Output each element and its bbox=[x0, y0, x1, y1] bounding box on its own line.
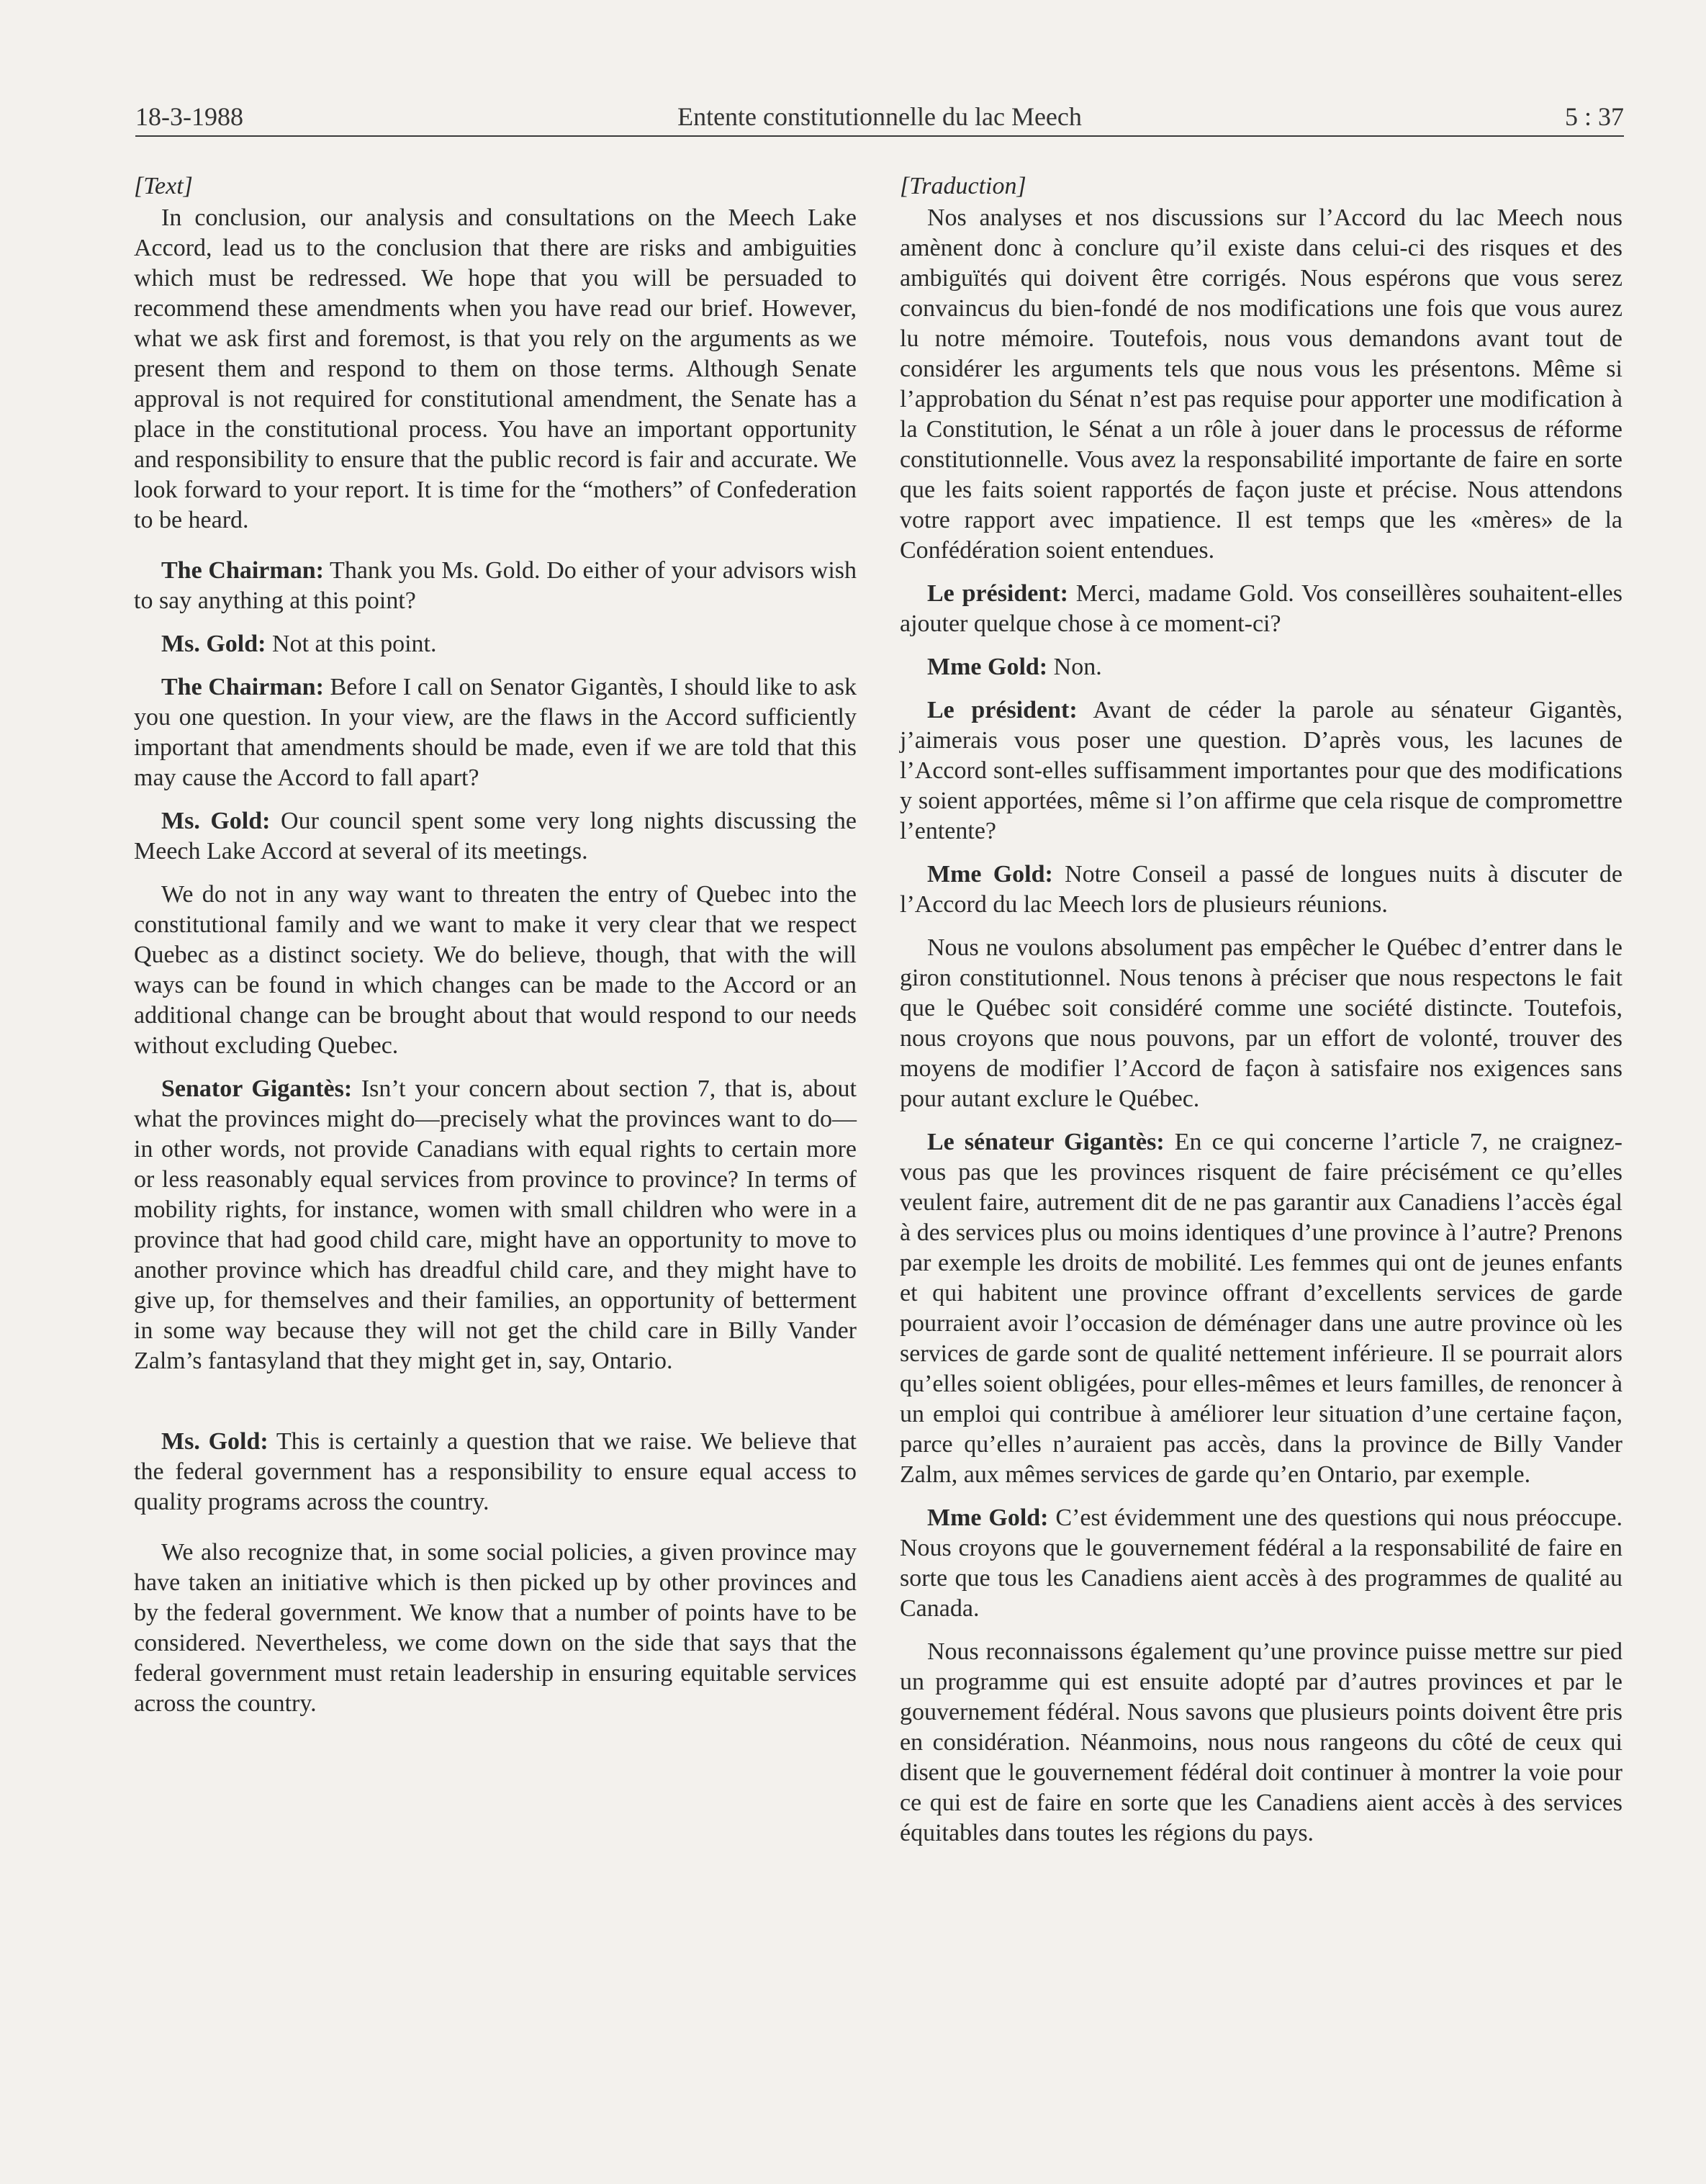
speaker-name: Ms. Gold: bbox=[161, 808, 271, 834]
speaker-name: The Chairman: bbox=[161, 674, 324, 700]
speaker-name: Le président: bbox=[927, 580, 1068, 607]
paragraph bbox=[134, 556, 857, 616]
speaker-name: Senator Gigantès: bbox=[161, 1075, 353, 1102]
paragraph: In conclusion, our analysis and consultations on the Meech Lake Accord, lead us to the conclusion that there are risks and ambiguities which must be redressed. We hope that you will be persuaded to recommend these amendments when you have read our brief. However, what we ask first and foremost, is that you rely on the arguments as we present them and respond to them on those terms. Although Senate approval is not required for constitutional amendment, the Senate has a place in the constitutional process. You have an important opportunity and responsibility to ensure that the public record is fair and accurate. We look forward to your report. It is time for the “mothers” of Confederation to be heard. bbox=[134, 204, 857, 533]
paragraph bbox=[134, 629, 857, 659]
speaker-name: Le sénateur Gigantès: bbox=[927, 1129, 1165, 1155]
paragraph: Nous reconnaissons également qu’une province puisse mettre sur pied un programme qui est ensuite adopté par d’autres provinces et par le gouvernement fédéral. Nous savons que plusieurs points doivent être pris en considération. Néanmoins, nous nous rangeons du côté de ceux qui disent que le gouvernement fédéral doit continuer à montrer la voie pour ce qui est de faire en sorte que les Canadiens aient accès à des services équitables dans toutes les régions du pays. bbox=[900, 1638, 1622, 1846]
paragraph: We do not in any way want to threaten the entry of Quebec into the constitutional family and we want to make it very clear that we respect Quebec as a distinct society. We do believe, though, that with the will ways can be found in which changes can be made to the Accord or an additional change can be brought about that would respond to our needs without excluding Quebec. bbox=[134, 881, 857, 1059]
paragraph bbox=[900, 652, 1622, 682]
speaker-name: Mme Gold: bbox=[927, 1504, 1049, 1531]
speaker-name: Ms. Gold: bbox=[161, 631, 266, 657]
speech-text: Our council spent some very long nights discussing the Meech Lake Accord at several of its meetings. bbox=[134, 808, 857, 865]
paragraph bbox=[134, 1427, 857, 1517]
speech-text: Notre Conseil a passé de longues nuits à discuter de l’Accord du lac Meech lors de plusieurs réunions. bbox=[900, 861, 1622, 918]
speech-text: C’est évidemment une des questions qui nous préoccupe. Nous croyons que le gouvernement fédéral a la responsabilité de faire en sorte que tous les Canadiens aient accès à des programmes de qualité au Canada. bbox=[900, 1504, 1622, 1622]
paragraph: Nous ne voulons absolument pas empêcher le Québec d’entrer dans le giron constitutionnel. Nous tenons à préciser que nous respectons le fait que le Québec soit considéré comme une société distincte. Toutefois, nous croyons que nous pouvons, par un effort de volonté, trouver des moyens de modifier l’Accord de façon à satisfaire nos exigences sans pour autant exclure le Québec. bbox=[900, 934, 1622, 1112]
running-header bbox=[135, 98, 1624, 135]
speech-text: En ce qui concerne l’article 7, ne craignez-vous pas que les provinces risquent de faire précisément ce qu’elles veulent faire, autrement dit de ne pas garantir aux Canadiens l’accès égal à des services plus ou moins identiques d’une province à l’autre? Prenons par exemple les droits de mobilité. Les femmes qui ont de jeunes enfants et qui habitent une province offrant d’excellents services de garde pourraient avoir l’occasion de déménager dans une autre province où les services de garde sont de qualité nettement inférieure. Il se pourrait alors qu’elles soient obligées, pour elles-mêmes et leurs familles, de renoncer à un emploi qui contribue à améliorer leur situation d’une certaine façon, parce qu’elles n’auraient pas accès, dans la province de Billy Vander Zalm, aux mêmes services de garde qu’en Ontario, par exemple. bbox=[900, 1129, 1622, 1488]
speaker-name: Mme Gold: bbox=[927, 861, 1053, 888]
speech-text: Non. bbox=[1047, 654, 1102, 680]
french-column bbox=[900, 171, 1622, 1862]
speech-text: This is certainly a question that we raise. We believe that the federal government has a responsibility to ensure equal access to quality programs across the country. bbox=[134, 1428, 857, 1515]
column-label: [Traduction] bbox=[900, 173, 1026, 199]
paragraph bbox=[134, 672, 857, 793]
paragraph bbox=[900, 859, 1622, 920]
speech-text: Isn’t your concern about section 7, that is, about what the provinces might do—precisely what the provinces want to do—in other words, not provide Canadians with equal rights to certain more or less reasonably equal services from province to province? In terms of mobility rights, for instance, women with small children who were in a province that had good child care, might have an opportunity to move to another province which has dreadful child care, and they might have to give up, for themselves and their families, an opportunity of betterment in some way because they will not get the child care in Billy Vander Zalm’s fantasyland that they might get in, say, Ontario. bbox=[134, 1075, 857, 1374]
speaker-name: Mme Gold: bbox=[927, 654, 1048, 680]
header-page-number: 5 : 37 bbox=[1564, 102, 1624, 131]
speech-text: Avant de céder la parole au sénateur Gigantès, j’aimerais vous poser une question. D’après vous, les lacunes de l’Accord sont-elles suffisamment importantes pour que des modifications y soient apportées, même si l’on affirme que cela risque de compromettre l’entente? bbox=[900, 697, 1622, 844]
header-title: Entente constitutionnelle du lac Meech bbox=[677, 102, 1082, 131]
column-label: [Text] bbox=[134, 173, 193, 199]
paragraph bbox=[134, 1074, 857, 1376]
speech-text: Before I call on Senator Gigantès, I should like to ask you one question. In your view, are the flaws in the Accord sufficiently important that amendments should be made, even if we are told that this may cause the Accord to fall apart? bbox=[134, 674, 857, 791]
header-rule bbox=[135, 135, 1624, 137]
paragraph bbox=[900, 695, 1622, 847]
paragraph bbox=[900, 1503, 1622, 1624]
paragraph: We also recognize that, in some social policies, a given province may have taken an initiative which is then picked up by other provinces and by the federal government. We know that a number of points have to be considered. Nevertheless, we come down on the side that says that the federal government must retain leadership in ensuring equitable services across the country. bbox=[134, 1539, 857, 1717]
speaker-name: Le président: bbox=[927, 697, 1078, 723]
english-column bbox=[134, 171, 857, 1732]
paragraph bbox=[900, 1127, 1622, 1490]
paragraph bbox=[900, 579, 1622, 639]
paragraph bbox=[134, 806, 857, 867]
paragraph: Nos analyses et nos discussions sur l’Accord du lac Meech nous amènent donc à conclure qu’il existe dans celui-ci des risques et des ambiguïtés qui doivent être corrigés. Nous espérons que vous serez convaincus du bien-fondé de nos modifications une fois que vous aurez lu notre mémoire. Toutefois, nous vous demandons avant tout de considérer les arguments tels que nous vous les présentons. Même si l’approbation du Sénat n’est pas requise pour apporter une modification à la Constitution, le Sénat a un rôle à jouer dans le processus de réforme constitutionnelle. Vous avez la responsabilité importante de faire en sorte que les faits soient rapportés de façon juste et précise. Nous attendons votre rapport avec impatience. Il est temps que les «mères» de la Confédération soient entendues. bbox=[900, 204, 1622, 564]
speech-text: Merci, madame Gold. Vos conseillères souhaitent-elles ajouter quelque chose à ce moment-ci? bbox=[900, 580, 1622, 637]
speech-text: Not at this point. bbox=[266, 631, 437, 657]
speaker-name: Ms. Gold: bbox=[161, 1428, 268, 1455]
speaker-name: The Chairman: bbox=[161, 557, 324, 584]
header-date: 18-3-1988 bbox=[135, 102, 243, 131]
speech-text: Thank you Ms. Gold. Do either of your advisors wish to say anything at this point? bbox=[134, 557, 857, 614]
